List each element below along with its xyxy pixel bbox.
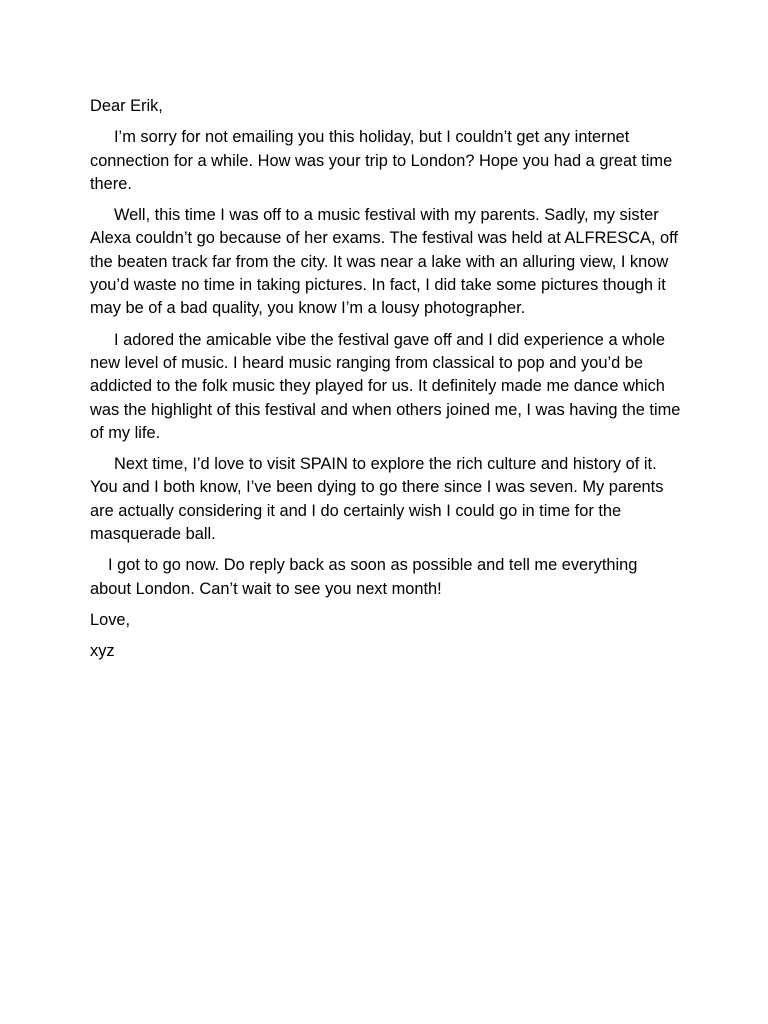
salutation: Dear Erik, — [90, 97, 163, 115]
paragraph-3: I adored the amicable vibe the festival gave off and I did experience a whole new level of music. I heard music ranging from classical to pop and you’d be addicted to the folk music they played for us. It definitely made me dance which was the highlight of this festival and when others joined me, I was having the time of my life. — [90, 330, 681, 442]
paragraph-5: I got to go now. Do reply back as soon as possible and tell me everything about London. Can’t wait to see you next month! — [90, 556, 638, 598]
paragraph-1: I’m sorry for not emailing you this holiday, but I couldn’t get any internet connection for a while. How was your trip to London? Hope you had a great time there. — [90, 128, 673, 193]
paragraph-4: Next time, I’d love to visit SPAIN to explore the rich culture and history of it. You and I both know, I’ve been dying to go there since I was seven. My parents are actually considering it and I do certainly wish I could go in time for the masquerade ball. — [90, 455, 664, 544]
closing: Love, — [90, 610, 131, 629]
signature: xyz — [90, 642, 115, 661]
letter-body — [90, 95, 682, 672]
paragraph-2: Well, this time I was off to a music festival with my parents. Sadly, my sister Alexa couldn’t go because of her exams. The festival was held at ALFRESCA, off the beaten track far from the city. It was near a lake with an alluring view, I know you’d waste no time in taking pictures. In fact, I did take some pictures though it may be of a bad quality, you know I’m a lousy photographer. — [90, 206, 678, 318]
